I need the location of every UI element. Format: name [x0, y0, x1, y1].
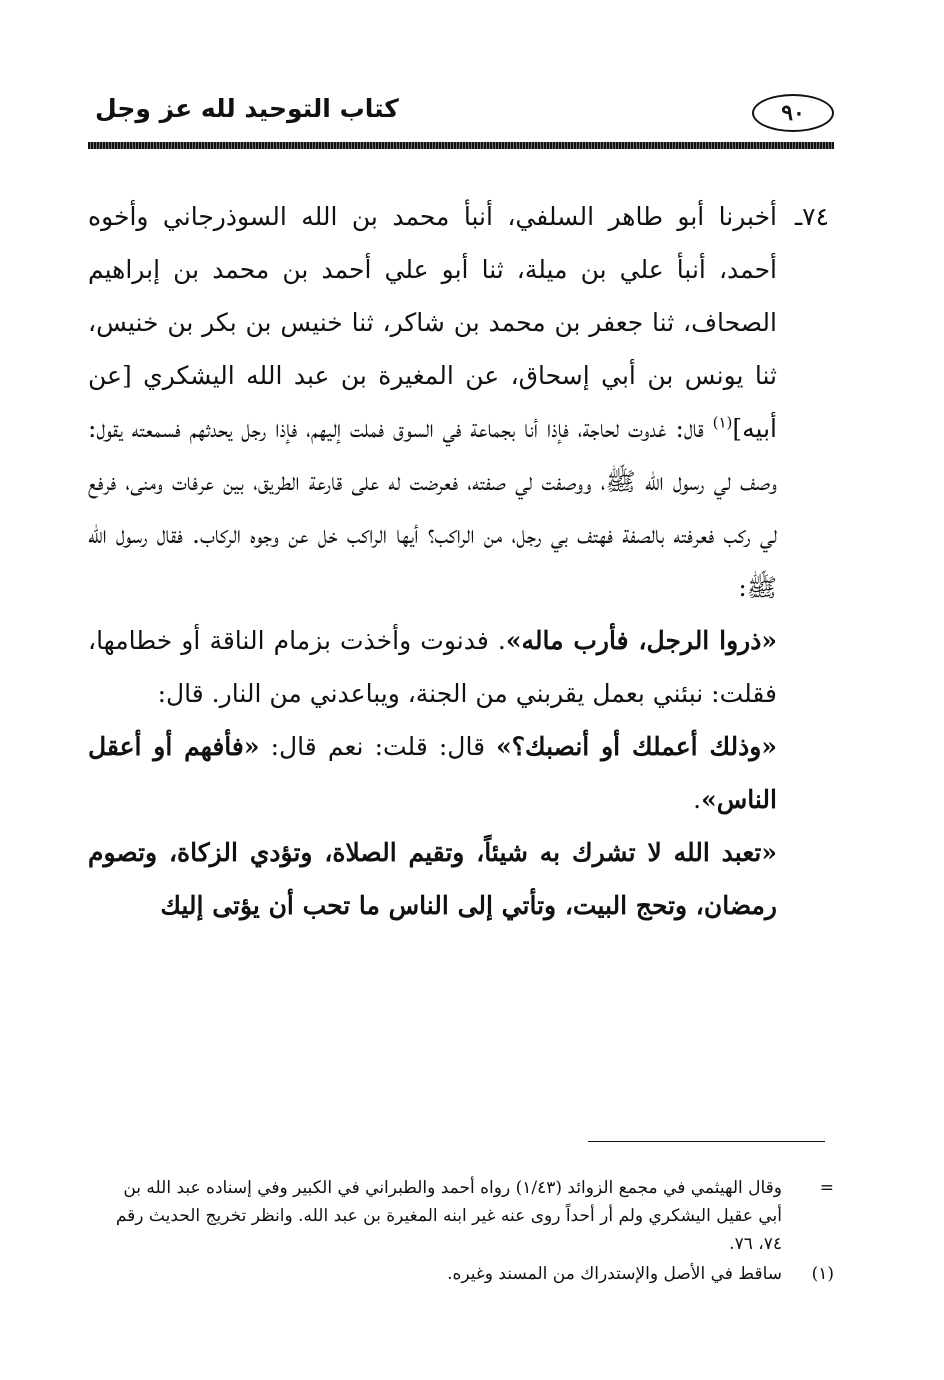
narration-text-3: قال: قلت: نعم قال:: [259, 732, 497, 761]
quote-paragraph-1: [88, 614, 829, 720]
page-header: [95, 92, 834, 137]
prophet-quote-2: «وذلك أعملك أو أنصبك؟»: [496, 732, 777, 761]
footnote-text: وقال الهيثمي في مجمع الزوائد (١/٤٣) رواه أحمد والطبراني في الكبير وفي إسناده عبد الله بن أبي عقيل اليشكري ولم أر أحداً روى عنه غير ابنه المغيرة بن عبد الله. وانظر تخريج الحديث رقم ٧٤، ٧٦.: [115, 1178, 782, 1254]
footnote-text: ساقط في الأصل والإستدراك من المسند وغيره.: [447, 1264, 782, 1284]
header-divider: [88, 142, 834, 149]
quote-paragraph-3: [88, 826, 829, 932]
footnotes: [96, 1174, 834, 1288]
narration-text-2: . فدنوت وأخذت بزمام الناقة أو خطامها، فقلت: نبئني بعمل يقربني من الجنة، ويباعدني من النار. قال:: [88, 626, 777, 708]
narration-text: أخبرنا أبو طاهر السلفي، أنبأ محمد بن الله السوذرجاني وأخوه أحمد، أنبأ علي بن ميلة، ثنا أبو علي أحمد بن محمد بن إبراهيم الصحاف، ثنا جعفر بن محمد بن شاكر، ثنا خنيس بن بكر بن خنيس، ثنا يونس بن أبي إسحاق، عن المغيرة بن عبد الله اليشكري [عن أبيه]: [88, 202, 777, 443]
footnote-1: [96, 1260, 834, 1288]
narration-continuation: قال: غدوت لحاجة، فإذا أنا بجماعة في السوق فملت إليهم، فإذا رجل يحدثهم فسمعته يقول: وصف لي رسول الله ﷺ، ووصفت لي صفته، فعرضت له على قارعة الطريق، بين عرفات ومنى، فرفع لي ركب فعرفته بالصفة فهتف بي رجل، من الراكب؟ أيها الراكب خل عن وجوه الركاب. فقال رسول الله ﷺ:: [88, 414, 777, 602]
footnote-marker: =: [819, 1178, 834, 1198]
footnote-marker: (١): [811, 1264, 834, 1284]
footnote-continued: [96, 1174, 834, 1258]
book-title: كتاب التوحيد لله عز وجل: [95, 94, 399, 123]
prophet-quote-4: «تعبد الله لا تشرك به شيئاً، وتقيم الصلاة، وتؤدي الزكاة، وتصوم رمضان، وتحج البيت، وتأتي إلى الناس ما تحب أن يؤتى إليك: [88, 838, 777, 920]
hadith-number: ٧٤ـ: [794, 202, 829, 231]
footnote-reference: (١): [712, 413, 733, 432]
narration-text-4: .: [693, 785, 702, 814]
footnote-divider: [588, 1141, 825, 1142]
quote-paragraph-2: [88, 720, 829, 826]
page-number: ٩٠: [752, 94, 834, 132]
prophet-quote-1: «ذروا الرجل، فأرب ماله»: [505, 626, 777, 655]
main-text: [88, 190, 829, 932]
prophet-quote-3: «فأفهم أو أعقل الناس»: [88, 732, 777, 814]
hadith-paragraph: [88, 190, 829, 614]
